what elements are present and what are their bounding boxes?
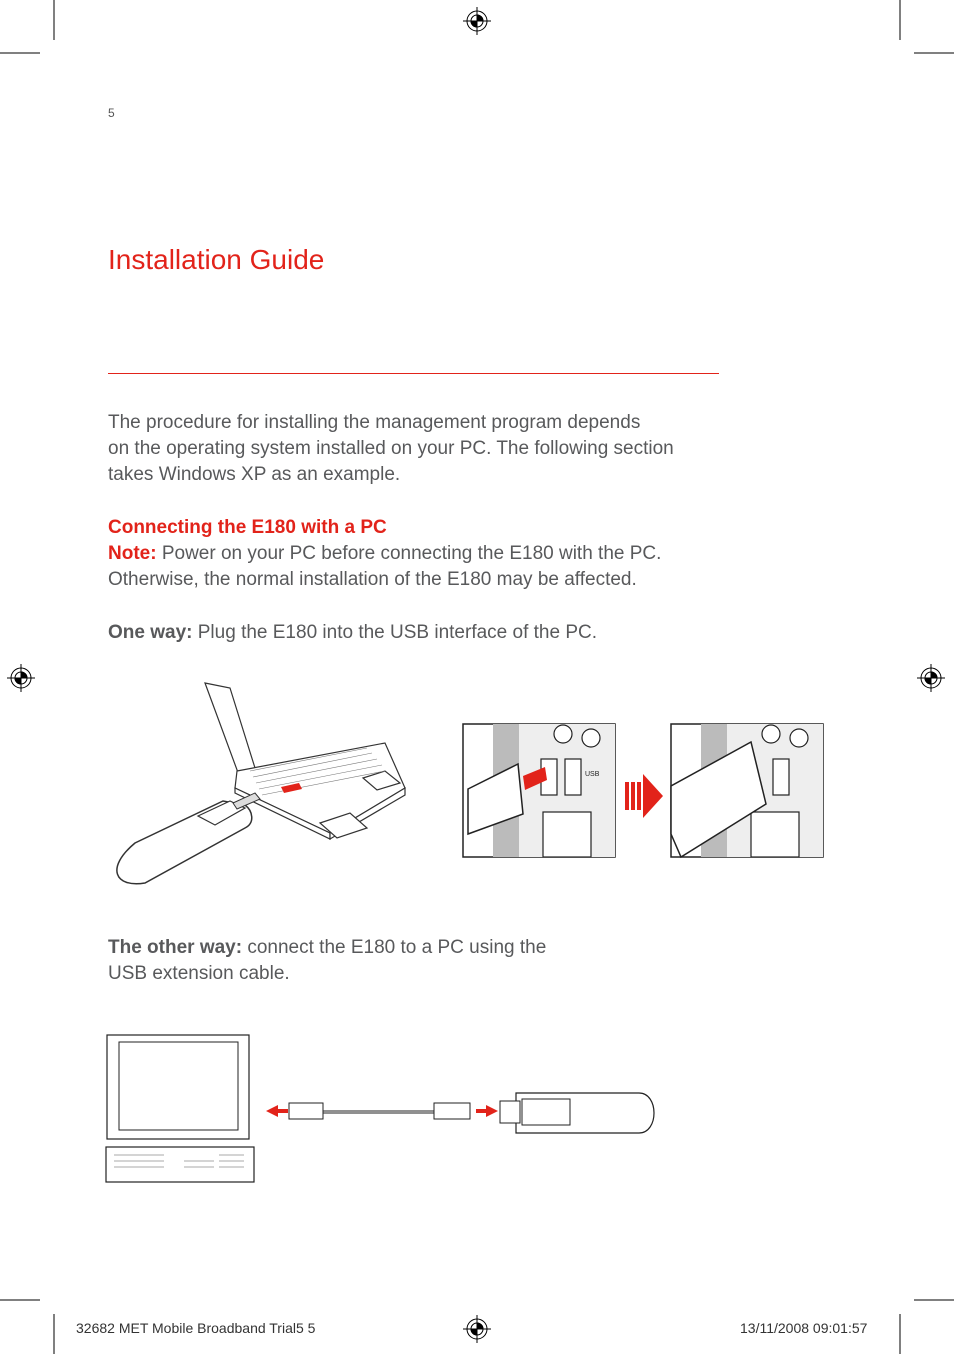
intro-line-1: The procedure for installing the management program depends bbox=[108, 412, 641, 433]
footer-timestamp: 13/11/2008 09:01:57 bbox=[740, 1320, 868, 1336]
next-step-arrow-icon bbox=[625, 774, 665, 818]
page-number: 5 bbox=[108, 106, 115, 120]
section-heading: Connecting the E180 with a PC bbox=[108, 517, 387, 538]
other-way-paragraph bbox=[108, 935, 628, 987]
registration-mark-top-icon bbox=[463, 7, 491, 35]
other-way-text-1: connect the E180 to a PC using the bbox=[242, 937, 547, 958]
intro-line-3: takes Windows XP as an example. bbox=[108, 464, 401, 485]
registration-mark-bottom-icon bbox=[463, 1315, 491, 1343]
page-title: Installation Guide bbox=[108, 244, 325, 275]
registration-mark-left-icon bbox=[7, 664, 35, 692]
cable-connector-a bbox=[289, 1103, 323, 1119]
intro-line-2: on the operating system installed on your PC. The following section bbox=[108, 438, 674, 459]
left-arrow-icon bbox=[266, 1105, 278, 1117]
usb-label: USB bbox=[585, 771, 600, 778]
right-arrow-icon bbox=[486, 1105, 498, 1117]
one-way-paragraph bbox=[108, 620, 748, 646]
note-text-1: Power on your PC before connecting the E180 with the PC. bbox=[156, 543, 662, 564]
desktop-cable-illustration bbox=[104, 1033, 664, 1185]
title-divider bbox=[108, 373, 719, 374]
note-text-2: Otherwise, the normal installation of the E180 may be affected. bbox=[108, 569, 637, 590]
footer-file-info: 32682 MET Mobile Broadband Trial5 5 bbox=[76, 1320, 316, 1336]
one-way-text: Plug the E180 into the USB interface of the PC. bbox=[192, 622, 598, 643]
note-label: Note: bbox=[108, 543, 157, 564]
one-way-label: One way: bbox=[108, 622, 193, 643]
cable-connector-b bbox=[434, 1103, 470, 1119]
connecting-section bbox=[108, 515, 748, 593]
usb-port-after-illustration bbox=[671, 724, 825, 859]
usb-port-2 bbox=[565, 759, 581, 795]
registration-mark-right-icon bbox=[917, 664, 945, 692]
laptop-modem-illustration bbox=[105, 683, 415, 893]
keyboard-icon bbox=[106, 1147, 254, 1182]
intro-paragraph bbox=[108, 410, 718, 488]
laptop-screen-edge bbox=[205, 683, 255, 778]
other-way-label: The other way: bbox=[108, 937, 243, 958]
other-way-text-2: USB extension cable. bbox=[108, 963, 290, 984]
usb-port-before-illustration bbox=[463, 724, 617, 859]
